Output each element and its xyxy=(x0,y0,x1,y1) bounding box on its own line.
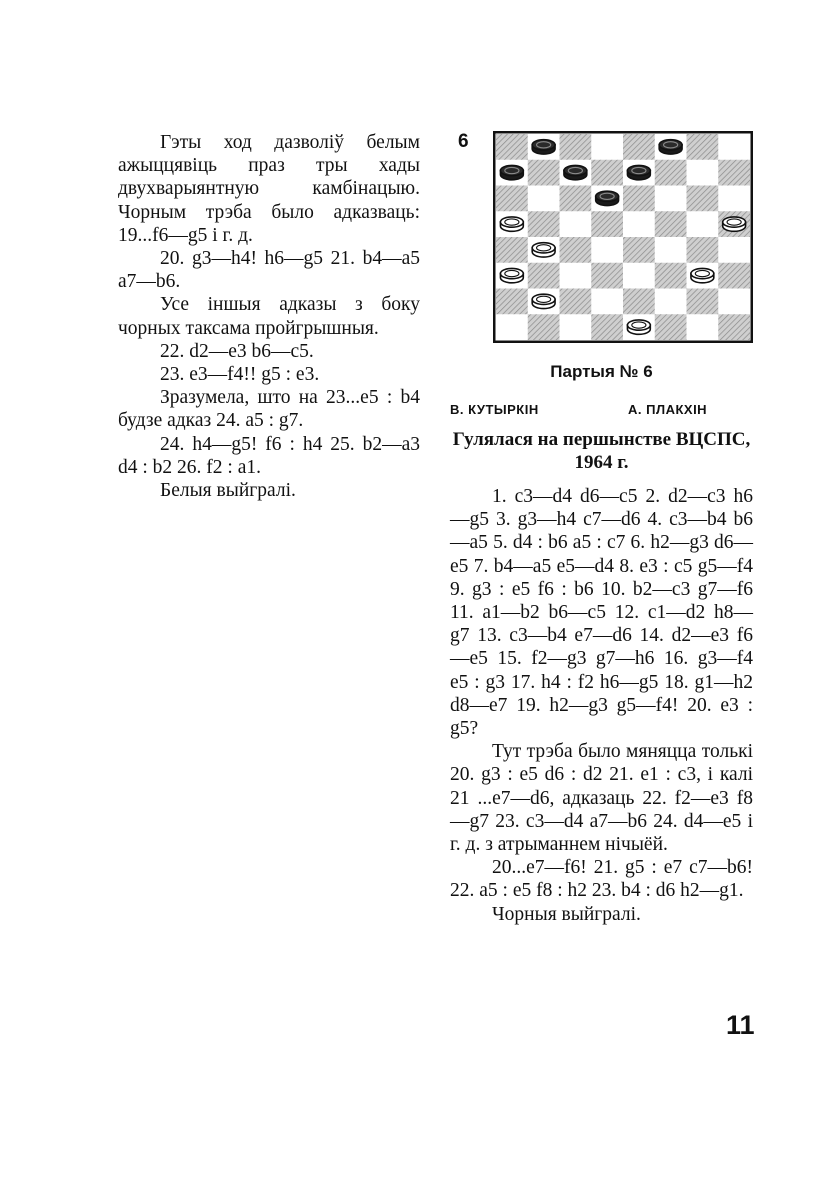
black-checker xyxy=(564,165,587,179)
paragraph: 20. g3—h4! h6—g5 21. b4—a5 a7—b6. xyxy=(118,248,420,293)
white-checker xyxy=(691,268,714,282)
paragraph: Белыя выйгралі. xyxy=(160,480,296,502)
game-event: Гулялася на першынстве ВЦСПС, 1964 г. xyxy=(452,429,751,473)
paragraph: Зразумела, што на 23...e5 : b4 будзе адказ 24. a5 : g7. xyxy=(118,387,420,432)
paragraph: 22. d2—e3 b6—c5. xyxy=(160,340,314,362)
paragraph: 1. c3—d4 d6—c5 2. d2—c3 h6—g5 3. g3—h4 c7—d6 4. c3—b4 b6—a5 5. d4 : b6 a5 : c7 6. h2—g3 d6—e5 7. b4—a5 e5—d4 8. e3 : c5 g5—f4 9. g3 : e5 f6 : b6 10. b2—c3 g7—f6 11. a1—b2 b6—c5 12. c1—d2 h8—g7 13. c3—b4 e7—d6 14. d2—e3 f6—e5 15. f2—g3 g7—h6 16. g3—f4 e5 : g3 17. h4 : f2 h6—g5 18. g1—h2 d8—e7 19. h2—g3 g5—f4! 20. e3 : g5? xyxy=(450,486,753,740)
game-moves-text xyxy=(450,485,753,926)
dark-square xyxy=(718,263,750,289)
dark-square xyxy=(496,186,528,212)
paragraph: 24. h4—g5! f6 : h4 25. b2—a3 d4 : b2 26. f2 : a1. xyxy=(118,433,420,478)
dark-square xyxy=(560,134,592,160)
dark-square xyxy=(655,263,687,289)
dark-square xyxy=(591,211,623,237)
black-checker xyxy=(627,165,650,179)
checkers-diagram xyxy=(493,131,753,343)
diagram-number: 6 xyxy=(458,131,469,152)
paragraph: 23. e3—f4!! g5 : e3. xyxy=(160,364,320,386)
black-checker xyxy=(659,140,682,154)
dark-square xyxy=(718,160,750,186)
dark-square xyxy=(655,211,687,237)
dark-square xyxy=(591,263,623,289)
dark-square xyxy=(528,160,560,186)
dark-square xyxy=(687,289,719,315)
black-checker xyxy=(596,191,619,205)
white-checker xyxy=(532,294,555,308)
white-checker xyxy=(723,217,746,231)
dark-square xyxy=(528,211,560,237)
dark-square xyxy=(655,160,687,186)
white-checker xyxy=(532,243,555,257)
white-checker xyxy=(500,217,523,231)
dark-square xyxy=(623,237,655,263)
dark-square xyxy=(560,237,592,263)
black-checker xyxy=(500,165,523,179)
black-player-name: А. ПЛАКХІН xyxy=(628,402,708,417)
paragraph: 20...e7—f6! 21. g5 : e7 c7—b6! 22. a5 : e5 f8 : h2 23. b4 : d6 h2—g1. xyxy=(450,857,753,902)
board-svg xyxy=(493,131,753,343)
dark-square xyxy=(528,314,560,340)
white-checker xyxy=(500,268,523,282)
dark-square xyxy=(623,134,655,160)
game-title: Партыя № 6 xyxy=(550,362,653,381)
paragraph: Чорныя выйгралі. xyxy=(492,903,641,925)
dark-square xyxy=(623,289,655,315)
black-checker xyxy=(532,140,555,154)
dark-square xyxy=(655,314,687,340)
dark-square xyxy=(591,160,623,186)
dark-square xyxy=(687,237,719,263)
dark-square xyxy=(591,314,623,340)
paragraph: Тут трэба было мяняцца толькі 20. g3 : e5 d6 : d2 21. e1 : c3, і калі 21 ...e7—d6, адказаць 22. f2—e3 f8—g7 23. c3—d4 a7—b6 24. d4—e5 і г. д. з атрыманнем нічыёй. xyxy=(450,741,753,856)
dark-square xyxy=(687,186,719,212)
white-player-name: В. КУТЫРКІН xyxy=(450,402,539,417)
left-column-text xyxy=(118,131,420,502)
dark-square xyxy=(560,186,592,212)
dark-square xyxy=(687,134,719,160)
dark-square xyxy=(623,186,655,212)
dark-square xyxy=(718,314,750,340)
paragraph: Усе іншыя адказы з боку чорных таксама пройгрышныя. xyxy=(118,294,420,339)
dark-square xyxy=(528,263,560,289)
white-checker xyxy=(627,320,650,334)
dark-square xyxy=(496,237,528,263)
paragraph: Гэты ход дазволіў белым ажыццявіць праз тры хады двухварыянтную камбінацыю. Чорным трэба было адказваць: 19...f6—g5 і г. д. xyxy=(118,132,420,246)
page-number: 11 xyxy=(726,1010,755,1040)
dark-square xyxy=(560,289,592,315)
dark-square xyxy=(496,289,528,315)
dark-square xyxy=(496,134,528,160)
